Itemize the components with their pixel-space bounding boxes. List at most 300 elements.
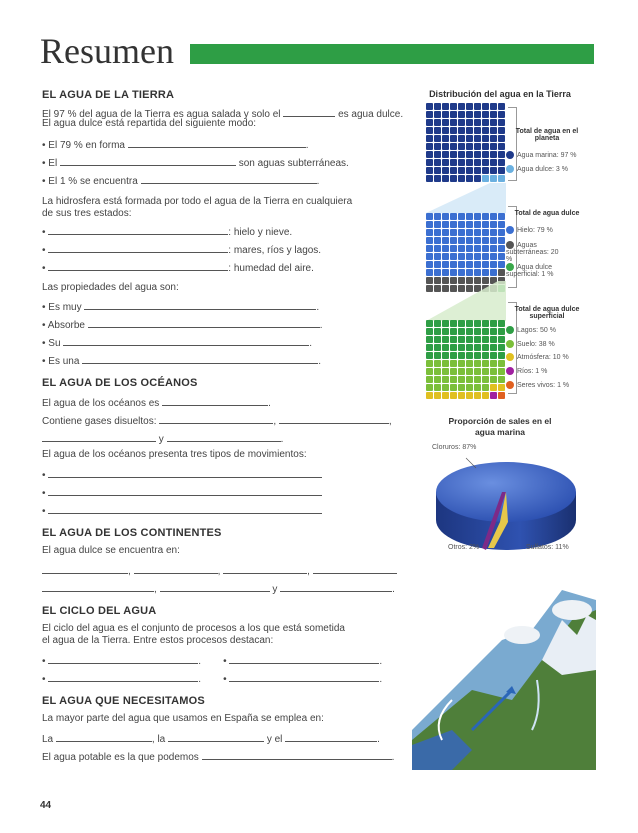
grid-cell: [482, 237, 489, 244]
legend-title-planet: Total de agua en el planeta: [515, 128, 579, 142]
grid-cell: [490, 376, 497, 383]
grid-cell: [490, 336, 497, 343]
grid-cell: [442, 127, 449, 134]
zoom-connector: [426, 183, 508, 213]
grid-cell: [442, 269, 449, 276]
grid-cell: [490, 119, 497, 126]
grid-cell: [498, 344, 505, 351]
blank-field[interactable]: [229, 653, 379, 664]
grid-cell: [498, 175, 505, 182]
grid-cell: [474, 261, 481, 268]
grid-cell: [442, 167, 449, 174]
grid-cell: [474, 135, 481, 142]
swatch: [506, 381, 514, 389]
text-line: El agua dulce está repartida del siguiente modo:: [42, 118, 257, 129]
blank-field[interactable]: [48, 671, 198, 682]
grid-cell: [442, 384, 449, 391]
grid-cell: [450, 328, 457, 335]
grid-cell: [482, 344, 489, 351]
grid-cell: [434, 360, 441, 367]
grid-cell: [458, 135, 465, 142]
zoom-connector: [426, 281, 508, 321]
grid-cell: [482, 135, 489, 142]
grid-cell: [450, 167, 457, 174]
grid-cell: [442, 175, 449, 182]
bullet-line: • El 79 % en forma .: [42, 137, 309, 151]
grid-cell: [434, 229, 441, 236]
blank-field[interactable]: [285, 731, 377, 742]
grid-cell: [450, 261, 457, 268]
grid-cell: [458, 336, 465, 343]
grid-cell: [450, 253, 457, 260]
grid-cell: [466, 135, 473, 142]
grid-cell: [434, 119, 441, 126]
blank-field[interactable]: [48, 653, 198, 664]
legend-item: Atmósfera: 10 %: [506, 353, 569, 361]
swatch: [506, 165, 514, 173]
grid-cell: [458, 143, 465, 150]
grid-cell: [474, 376, 481, 383]
grid-cell: [498, 167, 505, 174]
blank-field[interactable]: [202, 749, 392, 760]
grid-cell: [482, 328, 489, 335]
grid-cell: [498, 320, 505, 327]
grid-cell: [466, 213, 473, 220]
grid-cell: [426, 151, 433, 158]
grid-cell: [442, 143, 449, 150]
grid-cell: [498, 213, 505, 220]
grid-cell: [434, 253, 441, 260]
grid-cell: [474, 175, 481, 182]
grid-cell: [490, 245, 497, 252]
grid-cell: [450, 245, 457, 252]
grid-cell: [466, 392, 473, 399]
blank-field[interactable]: [88, 317, 320, 328]
swatch: [506, 241, 514, 249]
blank-field[interactable]: [56, 731, 152, 742]
grid-cell: [434, 269, 441, 276]
grid-cell: [490, 213, 497, 220]
grid-cell: [450, 384, 457, 391]
blank-field[interactable]: [42, 563, 128, 574]
bullet-line: • Absorbe .: [42, 317, 323, 331]
grid-cell: [442, 103, 449, 110]
grid-cell: [442, 336, 449, 343]
grid-cell: [482, 360, 489, 367]
grid-cell: [498, 368, 505, 375]
grid-cell: [482, 119, 489, 126]
text-line: , y .: [42, 581, 395, 595]
grid-cell: [490, 253, 497, 260]
grid-cell: [474, 245, 481, 252]
bullet-line: • Su .: [42, 335, 312, 349]
grid-cell: [490, 392, 497, 399]
bullet-line: • Es una .: [42, 353, 321, 367]
grid-cell: [498, 111, 505, 118]
grid-cell: [450, 221, 457, 228]
grid-cell: [490, 360, 497, 367]
grid-cell: [490, 127, 497, 134]
grid-cell: [474, 360, 481, 367]
water-cycle-illustration: [412, 580, 596, 770]
blank-field[interactable]: [159, 413, 273, 424]
grid-cell: [434, 261, 441, 268]
grid-cell: [490, 320, 497, 327]
legend-title-fresh: Total de agua dulce: [514, 210, 580, 217]
grid-cell: [498, 392, 505, 399]
grid-cell: [458, 360, 465, 367]
cloud-shape: [552, 600, 592, 620]
grid-cell: [466, 103, 473, 110]
grid-cell: [458, 352, 465, 359]
grid-cell: [426, 135, 433, 142]
blank-field[interactable]: [168, 731, 264, 742]
grid-cell: [458, 328, 465, 335]
grid-cell: [474, 368, 481, 375]
title-bar: [190, 44, 594, 64]
bullet-line: • : humedad del aire.: [42, 260, 314, 274]
blank-field[interactable]: [280, 581, 392, 592]
grid-cell: [490, 221, 497, 228]
text-line: El agua dulce se encuentra en:: [42, 545, 180, 556]
grid-cell: [450, 320, 457, 327]
grid-cell: [434, 151, 441, 158]
grid-cell: [426, 352, 433, 359]
blank-field[interactable]: [223, 563, 307, 574]
blank-field[interactable]: [167, 431, 281, 442]
grid-cell: [474, 127, 481, 134]
grid-cell: [426, 111, 433, 118]
grid-cell: [442, 213, 449, 220]
swatch: [506, 353, 514, 361]
blank-field[interactable]: [160, 581, 270, 592]
grid-cell: [482, 111, 489, 118]
grid-cell: [458, 261, 465, 268]
bullet-line: • Es muy .: [42, 299, 319, 313]
grid-cell: [450, 159, 457, 166]
grid-cell: [482, 253, 489, 260]
blank-field[interactable]: [48, 503, 322, 514]
grid-cell: [426, 159, 433, 166]
grid-cell: [458, 245, 465, 252]
grid-cell: [466, 328, 473, 335]
grid-cell: [450, 119, 457, 126]
grid-cell: [482, 221, 489, 228]
grid-cell: [482, 127, 489, 134]
blank-field[interactable]: [134, 563, 218, 574]
grid-cell: [450, 336, 457, 343]
blank-field[interactable]: [162, 395, 268, 406]
grid-cell: [434, 344, 441, 351]
grid-cell: [450, 352, 457, 359]
blank-field[interactable]: [48, 242, 228, 253]
grid-cell: [434, 103, 441, 110]
grid-cell: [426, 127, 433, 134]
grid-cell: [498, 261, 505, 268]
text-line: Las propiedades del agua son:: [42, 282, 179, 293]
grid-cell: [442, 159, 449, 166]
grid-cell: [498, 269, 505, 276]
grid-cell: [482, 213, 489, 220]
grid-cell: [450, 376, 457, 383]
grid-cell: [490, 229, 497, 236]
grid-cell: [482, 376, 489, 383]
grid-cell: [466, 175, 473, 182]
grid-cell: [498, 143, 505, 150]
salts-pie: [416, 440, 596, 560]
grid-cell: [426, 360, 433, 367]
grid-cell: [426, 336, 433, 343]
text-line: y .: [42, 431, 283, 445]
grid-cell: [442, 135, 449, 142]
grid-cell: [434, 127, 441, 134]
grid-cell: [474, 167, 481, 174]
grid-cell: [490, 103, 497, 110]
bullet-line: •: [42, 503, 322, 517]
grid-cell: [498, 352, 505, 359]
grid-cell: [482, 320, 489, 327]
grid-cell: [442, 245, 449, 252]
grid-cell: [434, 245, 441, 252]
grid-cell: [442, 392, 449, 399]
grid-cell: [434, 352, 441, 359]
grid-cell: [466, 384, 473, 391]
grid-cell: [474, 111, 481, 118]
grid-cell: [466, 127, 473, 134]
grid-cell: [466, 167, 473, 174]
grid-cell: [498, 159, 505, 166]
grid-cell: [474, 237, 481, 244]
grid-cell: [426, 384, 433, 391]
section-heading-oceanos: EL AGUA DE LOS OCÉANOS: [42, 377, 198, 389]
grid-cell: [490, 159, 497, 166]
grid-cell: [450, 213, 457, 220]
grid-cell: [458, 159, 465, 166]
section-heading-tierra: EL AGUA DE LA TIERRA: [42, 89, 175, 101]
grid-cell: [466, 143, 473, 150]
blank-field[interactable]: [128, 137, 306, 148]
grid-cell: [458, 253, 465, 260]
grid-cell: [434, 320, 441, 327]
distribution-title: Distribución del agua en la Tierra: [429, 89, 571, 99]
grid-cell: [482, 352, 489, 359]
grid-cell: [458, 384, 465, 391]
grid-cell: [482, 103, 489, 110]
blank-field[interactable]: [48, 467, 322, 478]
grid-cell: [498, 151, 505, 158]
grid-cell: [482, 229, 489, 236]
grid-cell: [426, 344, 433, 351]
blank-field[interactable]: [229, 671, 379, 682]
grid-cell: [482, 143, 489, 150]
text-line: El agua potable es la que podemos .: [42, 749, 394, 763]
grid-cell: [450, 368, 457, 375]
grid-cell: [426, 143, 433, 150]
grid-cell: [482, 384, 489, 391]
text-line: La hidrosfera está formada por todo el agua de la Tierra en cualquiera: [42, 196, 353, 207]
grid-cell: [474, 269, 481, 276]
grid-cell: [458, 237, 465, 244]
grid-cell: [490, 135, 497, 142]
legend-item: Suelo: 38 %: [506, 340, 555, 348]
grid-cell: [498, 229, 505, 236]
grid-cell: [498, 237, 505, 244]
grid-cell: [498, 119, 505, 126]
section-heading-necesitamos: EL AGUA QUE NECESITAMOS: [42, 695, 205, 707]
grid-cell: [442, 352, 449, 359]
grid-cell: [450, 392, 457, 399]
grid-cell: [426, 175, 433, 182]
grid-cell: [458, 175, 465, 182]
grid-cell: [466, 237, 473, 244]
grid-cell: [490, 328, 497, 335]
grid-cell: [426, 221, 433, 228]
grid-cell: [458, 151, 465, 158]
legend-item: Agua marina: 97 %: [506, 151, 577, 159]
grid-cell: [474, 143, 481, 150]
salts-label-otros: Otros: 2%: [448, 544, 480, 551]
grid-cell: [434, 143, 441, 150]
grid-cell: [498, 103, 505, 110]
grid-cell: [426, 376, 433, 383]
grid-cell: [434, 336, 441, 343]
swatch: [506, 326, 514, 334]
grid-cell: [426, 119, 433, 126]
blank-field[interactable]: [82, 353, 318, 364]
grid-cell: [442, 328, 449, 335]
grid-cell: [498, 328, 505, 335]
grid-cell: [482, 269, 489, 276]
water-grid-surface: [426, 320, 505, 399]
grid-cell: [450, 151, 457, 158]
grid-cell: [458, 344, 465, 351]
grid-cell: [474, 151, 481, 158]
grid-cell: [490, 269, 497, 276]
text-line: El ciclo del agua es el conjunto de procesos a los que está sometida: [42, 623, 345, 634]
grid-cell: [490, 237, 497, 244]
grid-cell: [450, 237, 457, 244]
grid-cell: [474, 253, 481, 260]
salts-label-sulfatos: Sulfatos: 11%: [526, 544, 569, 551]
grid-cell: [442, 229, 449, 236]
grid-cell: [474, 103, 481, 110]
text-line: el agua de la Tierra. Entre estos procesos destacan:: [42, 635, 274, 646]
grid-cell: [466, 360, 473, 367]
blank-field[interactable]: [60, 155, 236, 166]
grid-cell: [474, 328, 481, 335]
blank-field[interactable]: [48, 485, 322, 496]
grid-cell: [458, 221, 465, 228]
swatch: [506, 340, 514, 348]
swatch: [506, 367, 514, 375]
grid-cell: [434, 159, 441, 166]
bullet-line: • El 1 % se encuentra .: [42, 173, 319, 187]
grid-cell: [442, 237, 449, 244]
grid-cell: [434, 167, 441, 174]
grid-cell: [482, 167, 489, 174]
grid-cell: [458, 111, 465, 118]
blank-field[interactable]: [63, 335, 309, 346]
grid-cell: [458, 119, 465, 126]
grid-cell: [482, 261, 489, 268]
grid-cell: [466, 159, 473, 166]
text-line: El agua de los océanos presenta tres tipos de movimientos:: [42, 449, 307, 460]
grid-cell: [490, 352, 497, 359]
water-grid-planet: [426, 103, 505, 182]
section-heading-ciclo: EL CICLO DEL AGUA: [42, 605, 157, 617]
grid-cell: [490, 344, 497, 351]
text-line: La mayor parte del agua que usamos en España se emplea en:: [42, 713, 324, 724]
grid-cell: [434, 384, 441, 391]
swatch: [506, 151, 514, 159]
legend-title-surface: Total de agua dulce superficial: [514, 306, 580, 320]
grid-cell: [426, 245, 433, 252]
grid-cell: [426, 368, 433, 375]
blank-field[interactable]: [48, 260, 228, 271]
grid-cell: [474, 392, 481, 399]
grid-cell: [474, 320, 481, 327]
grid-cell: [458, 320, 465, 327]
grid-cell: [498, 245, 505, 252]
grid-cell: [490, 143, 497, 150]
grid-cell: [450, 175, 457, 182]
grid-cell: [490, 111, 497, 118]
blank-field[interactable]: [279, 413, 389, 424]
bullet-line: •: [42, 485, 322, 499]
bullet-line: • . • .: [42, 653, 382, 667]
grid-cell: [498, 360, 505, 367]
section-heading-continentes: EL AGUA DE LOS CONTINENTES: [42, 527, 222, 539]
legend-item: Ríos: 1 %: [506, 367, 547, 375]
grid-cell: [458, 127, 465, 134]
blank-field[interactable]: [313, 563, 397, 574]
grid-cell: [482, 392, 489, 399]
grid-cell: [498, 135, 505, 142]
blank-field[interactable]: [42, 581, 154, 592]
grid-cell: [474, 336, 481, 343]
grid-cell: [426, 392, 433, 399]
grid-cell: [466, 229, 473, 236]
grid-cell: [450, 269, 457, 276]
grid-cell: [426, 167, 433, 174]
swatch: [506, 226, 514, 234]
grid-cell: [466, 344, 473, 351]
grid-cell: [498, 376, 505, 383]
grid-cell: [434, 328, 441, 335]
grid-cell: [466, 352, 473, 359]
grid-cell: [474, 221, 481, 228]
grid-cell: [442, 360, 449, 367]
grid-cell: [474, 159, 481, 166]
legend-item: Hielo: 79 %: [506, 226, 553, 234]
grid-cell: [450, 135, 457, 142]
legend-item: Agua dulce: 3 %: [506, 165, 568, 173]
legend-item: Agua dulce superficial: 1 %: [506, 263, 554, 278]
blank-field[interactable]: [48, 224, 228, 235]
grid-cell: [458, 392, 465, 399]
grid-cell: [426, 269, 433, 276]
blank-field[interactable]: [42, 431, 156, 442]
grid-cell: [466, 245, 473, 252]
blank-field[interactable]: [84, 299, 316, 310]
grid-cell: [498, 221, 505, 228]
grid-cell: [474, 213, 481, 220]
grid-cell: [466, 221, 473, 228]
grid-cell: [458, 229, 465, 236]
blank-field[interactable]: [283, 106, 335, 117]
grid-cell: [466, 376, 473, 383]
blank-field[interactable]: [141, 173, 317, 184]
